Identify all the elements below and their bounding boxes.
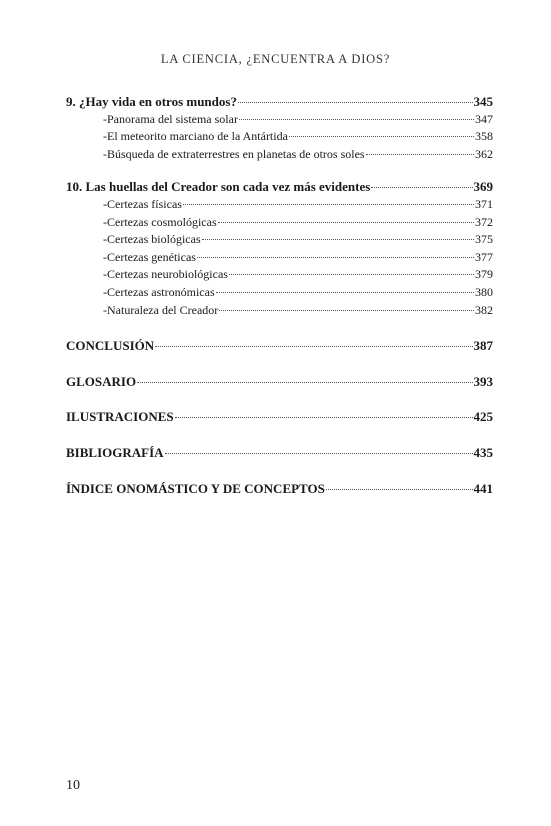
toc-entry-title: ÍNDICE ONOMÁSTICO Y DE CONCEPTOS	[66, 480, 325, 496]
toc-entry-page: 382	[475, 302, 493, 317]
toc-entry-title: -Certezas biológicas	[103, 232, 201, 247]
dot-leader	[165, 452, 473, 454]
dot-leader	[229, 273, 474, 275]
toc-entry-title: -Certezas genéticas	[103, 249, 196, 264]
toc-subentry[interactable]	[66, 128, 493, 146]
toc-section-conclusion[interactable]	[66, 337, 493, 355]
dot-leader	[366, 153, 474, 155]
toc-entry-page: 345	[473, 94, 493, 109]
dot-leader	[289, 135, 474, 137]
toc-entry-title: -Búsqueda de extraterrestres en planetas de otros soles	[103, 146, 365, 161]
dot-leader	[219, 309, 474, 311]
toc-chapter-10[interactable]	[66, 178, 493, 196]
toc-entry-title: ILUSTRACIONES	[66, 409, 174, 425]
toc-subentry[interactable]	[66, 231, 493, 249]
toc-entry-title: 10. Las huellas del Creador son cada vez más evidentes	[66, 179, 371, 195]
dot-leader	[175, 416, 473, 418]
toc-subentry[interactable]	[66, 196, 493, 214]
toc-entry-page: 347	[475, 111, 493, 126]
toc-entry-page: 441	[473, 480, 493, 496]
dot-leader	[218, 221, 474, 223]
toc-entry-title: GLOSARIO	[66, 373, 137, 389]
dot-leader	[183, 203, 474, 205]
dot-leader	[155, 345, 472, 347]
toc-entry-page: 375	[475, 232, 493, 247]
toc-entry-page: 358	[475, 129, 493, 144]
toc-entry-title: -Panorama del sistema solar	[103, 111, 238, 126]
dot-leader	[216, 291, 474, 293]
table-of-contents	[66, 93, 493, 497]
toc-entry-page: 380	[475, 284, 493, 299]
toc-entry-title: -Certezas astronómicas	[103, 284, 215, 299]
toc-entry-page: 372	[475, 214, 493, 229]
toc-subentry[interactable]	[66, 249, 493, 267]
dot-leader	[239, 118, 474, 120]
toc-entry-page: 371	[475, 196, 493, 211]
toc-subentry[interactable]	[66, 266, 493, 284]
toc-entry-title: -El meteorito marciano de la Antártida	[103, 129, 288, 144]
toc-entry-page: 369	[473, 179, 493, 195]
toc-entry-title: -Certezas físicas	[103, 196, 182, 211]
toc-entry-title: -Naturaleza del Creador	[103, 302, 219, 317]
toc-entry-page: 435	[473, 444, 493, 460]
toc-entry-title: -Certezas cosmológicas	[103, 214, 217, 229]
toc-subentry[interactable]	[66, 214, 493, 232]
dot-leader	[202, 238, 474, 240]
page-number: 10	[66, 778, 80, 793]
toc-section-bibliografia[interactable]	[66, 444, 493, 462]
dot-leader	[371, 186, 472, 188]
toc-entry-page: 425	[473, 409, 493, 425]
dot-leader	[238, 101, 473, 103]
dot-leader	[197, 256, 474, 258]
toc-subentry[interactable]	[66, 302, 493, 320]
toc-subentry[interactable]	[66, 146, 493, 164]
toc-subentry[interactable]	[66, 284, 493, 302]
toc-section-glosario[interactable]	[66, 373, 493, 391]
toc-entry-page: 362	[475, 146, 493, 161]
toc-entry-title: -Certezas neurobiológicas	[103, 267, 228, 282]
toc-chapter-9[interactable]	[66, 93, 493, 111]
toc-entry-title: CONCLUSIÓN	[66, 338, 155, 354]
toc-entry-title: BIBLIOGRAFÍA	[66, 444, 164, 460]
toc-entry-page: 377	[475, 249, 493, 264]
dot-leader	[326, 488, 473, 490]
toc-entry-page: 387	[473, 338, 493, 354]
toc-section-ilustraciones[interactable]	[66, 408, 493, 426]
running-head: LA CIENCIA, ¿ENCUENTRA A DIOS?	[160, 52, 391, 66]
toc-entry-page: 393	[473, 373, 493, 389]
toc-entry-title: 9. ¿Hay vida en otros mundos?	[66, 94, 237, 109]
toc-subentry[interactable]	[66, 111, 493, 129]
toc-section-indice[interactable]	[66, 480, 493, 498]
toc-entry-page: 379	[475, 267, 493, 282]
dot-leader	[137, 381, 472, 383]
